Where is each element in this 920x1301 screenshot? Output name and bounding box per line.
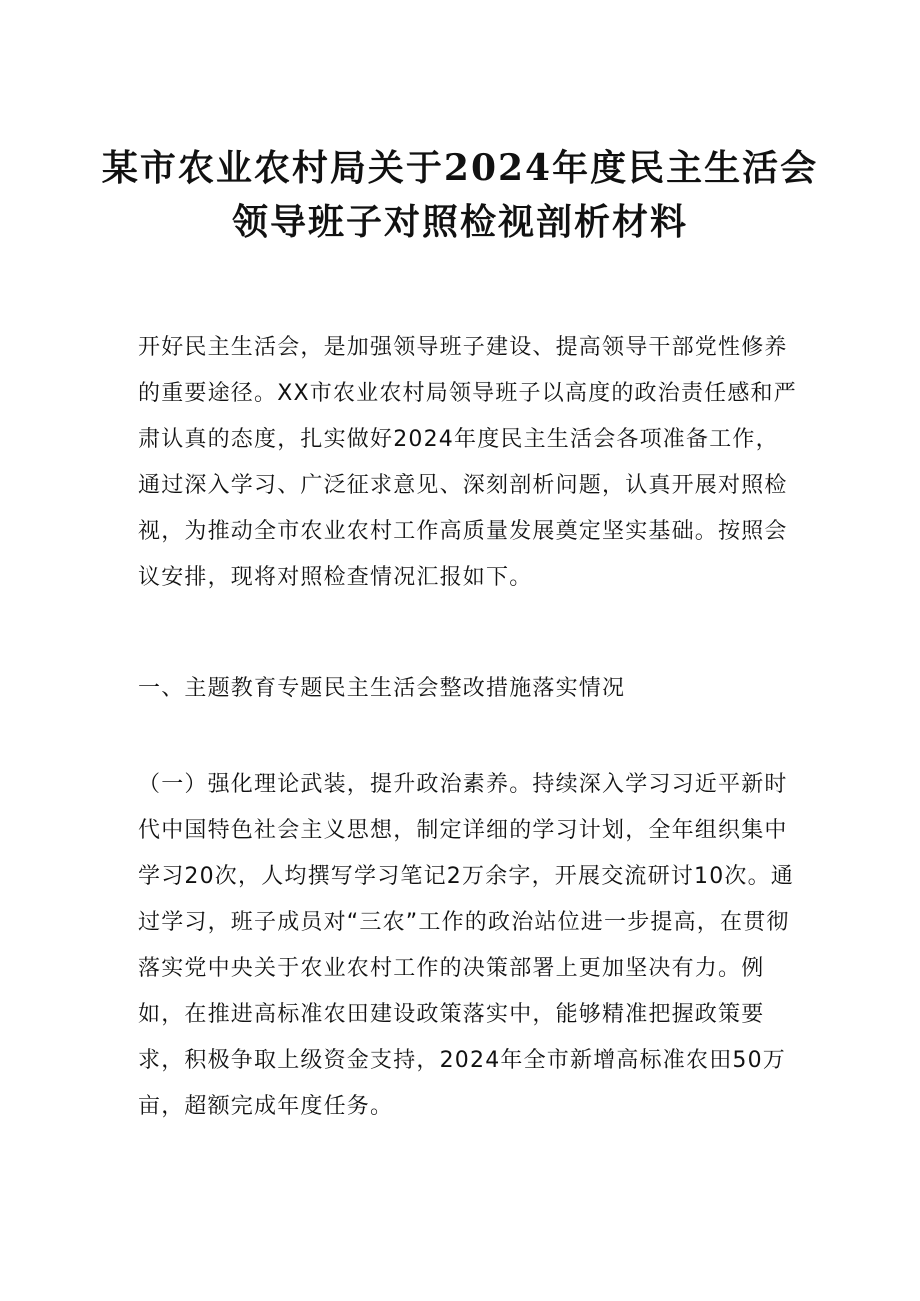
subsection-paragraph-1: （一）强化理论武装，提升政治素养。持续深入学习习近平新时代中国特色社会主义思想，制定详细的学习计划，全年组织集中学习20次，人均撰写学习笔记2万余字，开展交流研讨10次。通过学习，班子成员对“三农”工作的政治站位进一步提高，在贯彻落实党中央关于农业农村工作的决策部署上更加坚决有力。例如，在推进高标准农田建设政策落实中，能够精准把握政策要求，积极争取上级资金支持，2024年全市新增高标准农田50万亩，超额完成年度任务。 — [138, 772, 794, 1119]
document-title-line-1: 某市农业农村局关于2024年度民主生活会 — [101, 147, 819, 189]
document-title-line-2: 领导班子对照检视剖析材料 — [231, 201, 688, 243]
section-heading-1: 一、主题教育专题民主生活会整改措施落实情况 — [138, 676, 626, 701]
intro-paragraph: 开好民主生活会，是加强领导班子建设、提高领导干部党性修养的重要途径。XX市农业农村局领导班子以高度的政治责任感和严肃认真的态度，扎实做好2024年度民主生活会各项准备工作，通过深入学习、广泛征求意见、深刻剖析问题，认真开展对照检视，为推动全市农业农村工作高质量发展奠定坚实基础。按照会议安排，现将对照检查情况汇报如下。 — [138, 335, 797, 590]
